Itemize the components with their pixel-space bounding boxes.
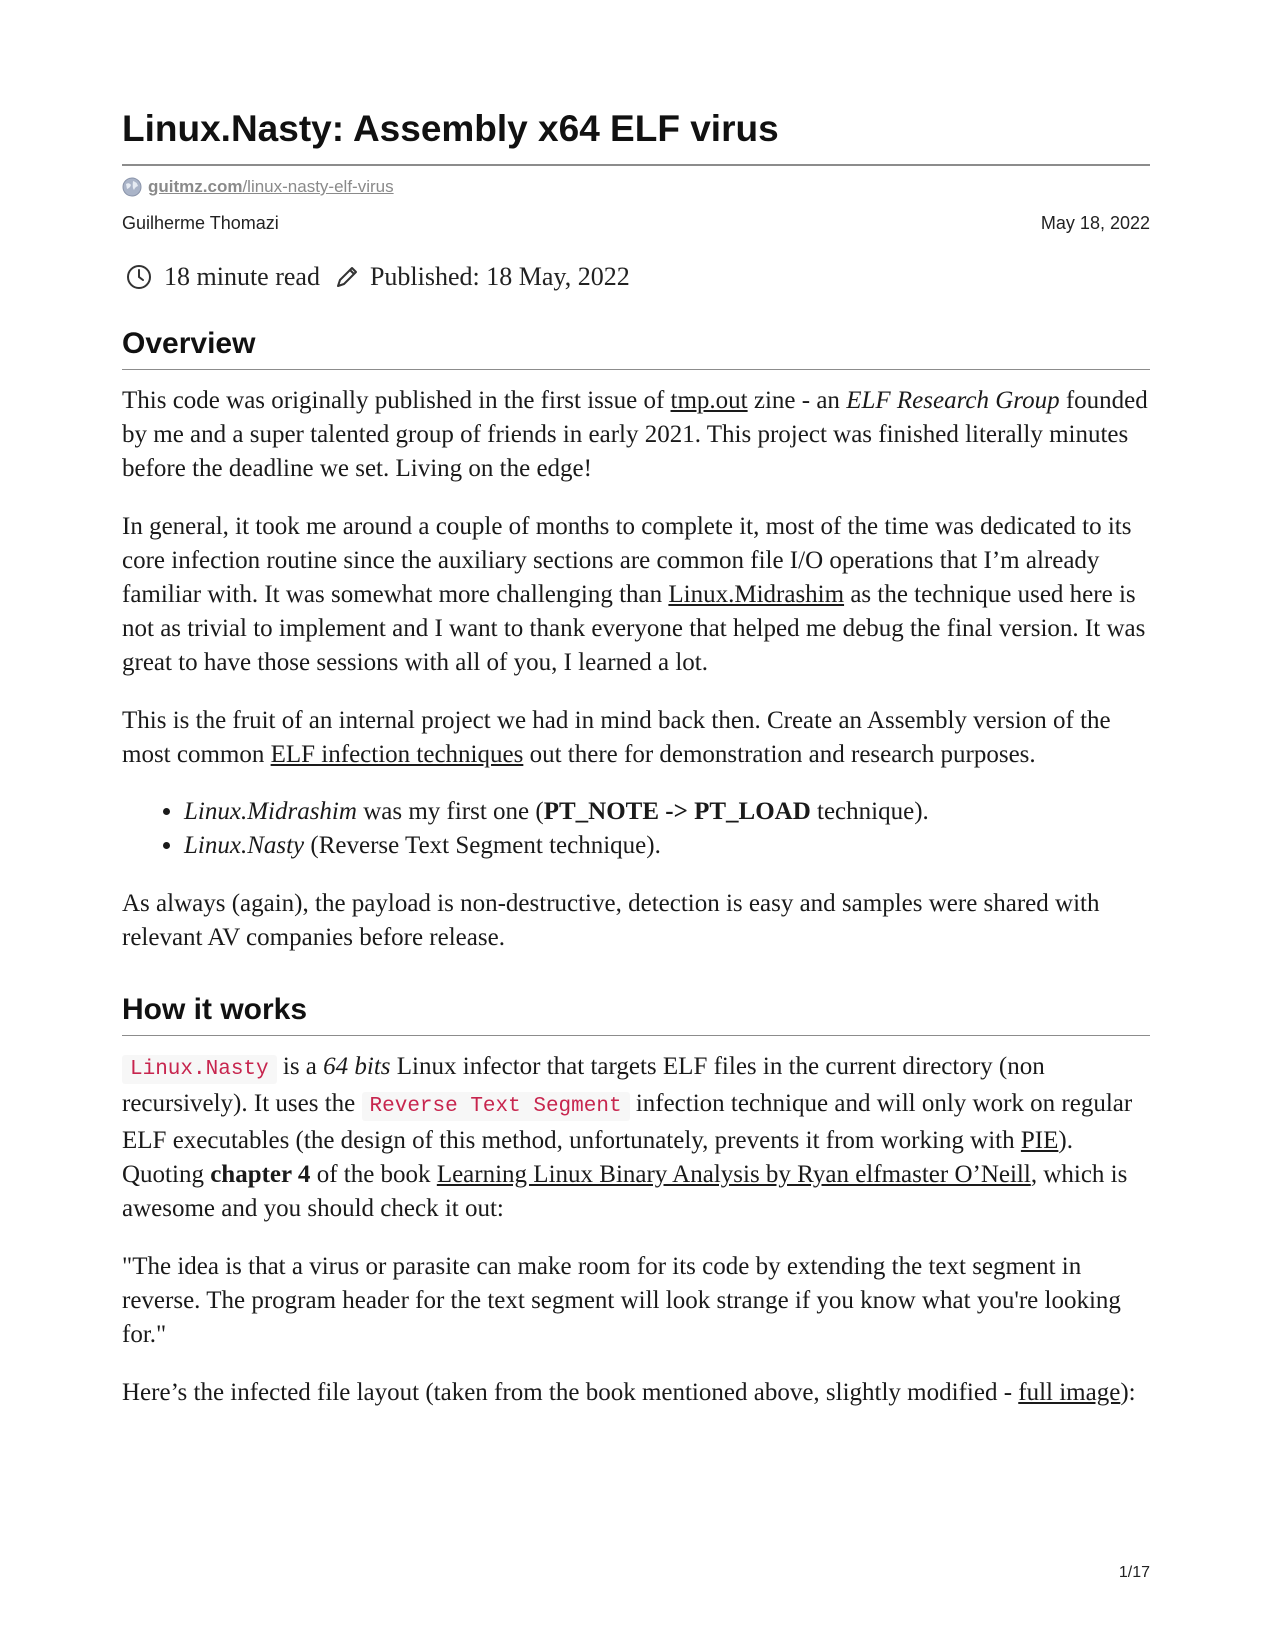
post-meta	[126, 262, 1150, 292]
overview-paragraph-4: As always (again), the payload is non-destructive, detection is easy and samples were shared with relevant AV companies before release.	[122, 890, 1100, 951]
source-line	[122, 177, 1150, 197]
source-link[interactable]	[148, 177, 394, 197]
byline	[122, 213, 1150, 234]
list-item: • Linux.Nasty (Reverse Text Segment technique).	[184, 829, 1150, 863]
tmp-out-link[interactable]: tmp.out	[670, 387, 748, 414]
page-number: 1/17	[1118, 1564, 1150, 1581]
date: May 18, 2022	[1040, 213, 1150, 233]
overview-heading: Overview	[122, 327, 1150, 370]
source-path: /linux-nasty-elf-virus	[242, 177, 394, 196]
inline-code: Reverse Text Segment	[362, 1092, 630, 1121]
read-time: 18 minute read	[164, 262, 320, 291]
pie-link[interactable]: PIE	[1020, 1127, 1059, 1154]
full-image-link[interactable]: full image	[1018, 1379, 1121, 1406]
technique-list	[122, 795, 1150, 863]
how-paragraph-1: Linux.Nasty is a 64 bits Linux infector that targets ELF files in the current directory (non recursively). It uses the Reverse Text Segment infection technique and will only work on regular ELF executables (the design of this method, unfortunately, prevents it from working with PIE). Quoting chapter 4 of the book Learning Linux Binary Analysis by Ryan elfmaster O’Neill, which is awesome and you should check it out:	[122, 1053, 1133, 1222]
clock-icon	[126, 264, 152, 290]
page-title: Linux.Nasty: Assembly x64 ELF virus	[122, 108, 1150, 166]
how-paragraph-3: Here’s the infected file layout (taken from the book mentioned above, slightly modified - full image):	[122, 1379, 1136, 1406]
pencil-icon	[334, 264, 360, 290]
book-quote: "The idea is that a virus or parasite can make room for its code by extending the text segment in reverse. The program header for the text segment will look strange if you know what you're looking for."	[122, 1253, 1121, 1348]
overview-paragraph-1: This code was originally published in the first issue of tmp.out zine - an ELF Research Group founded by me and a super talented group of friends in early 2021. This project was finished literally minutes before the deadline we set. Living on the edge!	[122, 387, 1148, 482]
overview-paragraph-3: This is the fruit of an internal project we had in mind back then. Create an Assembly version of the most common ELF infection techniques out there for demonstration and research purposes.	[122, 707, 1111, 768]
inline-code: Linux.Nasty	[122, 1055, 277, 1084]
list-item: • Linux.Midrashim was my first one (PT_NOTE -> PT_LOAD technique).	[184, 795, 1150, 829]
linux-midrashim-link[interactable]: Linux.Midrashim	[668, 581, 845, 608]
how-it-works-heading: How it works	[122, 993, 1150, 1036]
elf-infection-techniques-link[interactable]: ELF infection techniques	[270, 741, 524, 768]
source-domain: guitmz.com	[148, 177, 243, 196]
overview-paragraph-2: In general, it took me around a couple of months to complete it, most of the time was dedicated to its core infection routine since the auxiliary sections are common file I/O operations that I’m already familiar with. It was somewhat more challenging than Linux.Midrashim as the technique used here is not as trivial to implement and I want to thank everyone that helped me debug the final version. It was great to have those sessions with all of you, I learned a lot.	[122, 513, 1146, 676]
book-link[interactable]: Learning Linux Binary Analysis by Ryan elfmaster O’Neill	[436, 1161, 1031, 1188]
published-date: Published: 18 May, 2022	[369, 262, 630, 291]
author: Guilherme Thomazi	[122, 213, 279, 233]
globe-icon	[122, 177, 142, 197]
article	[122, 108, 1150, 1410]
